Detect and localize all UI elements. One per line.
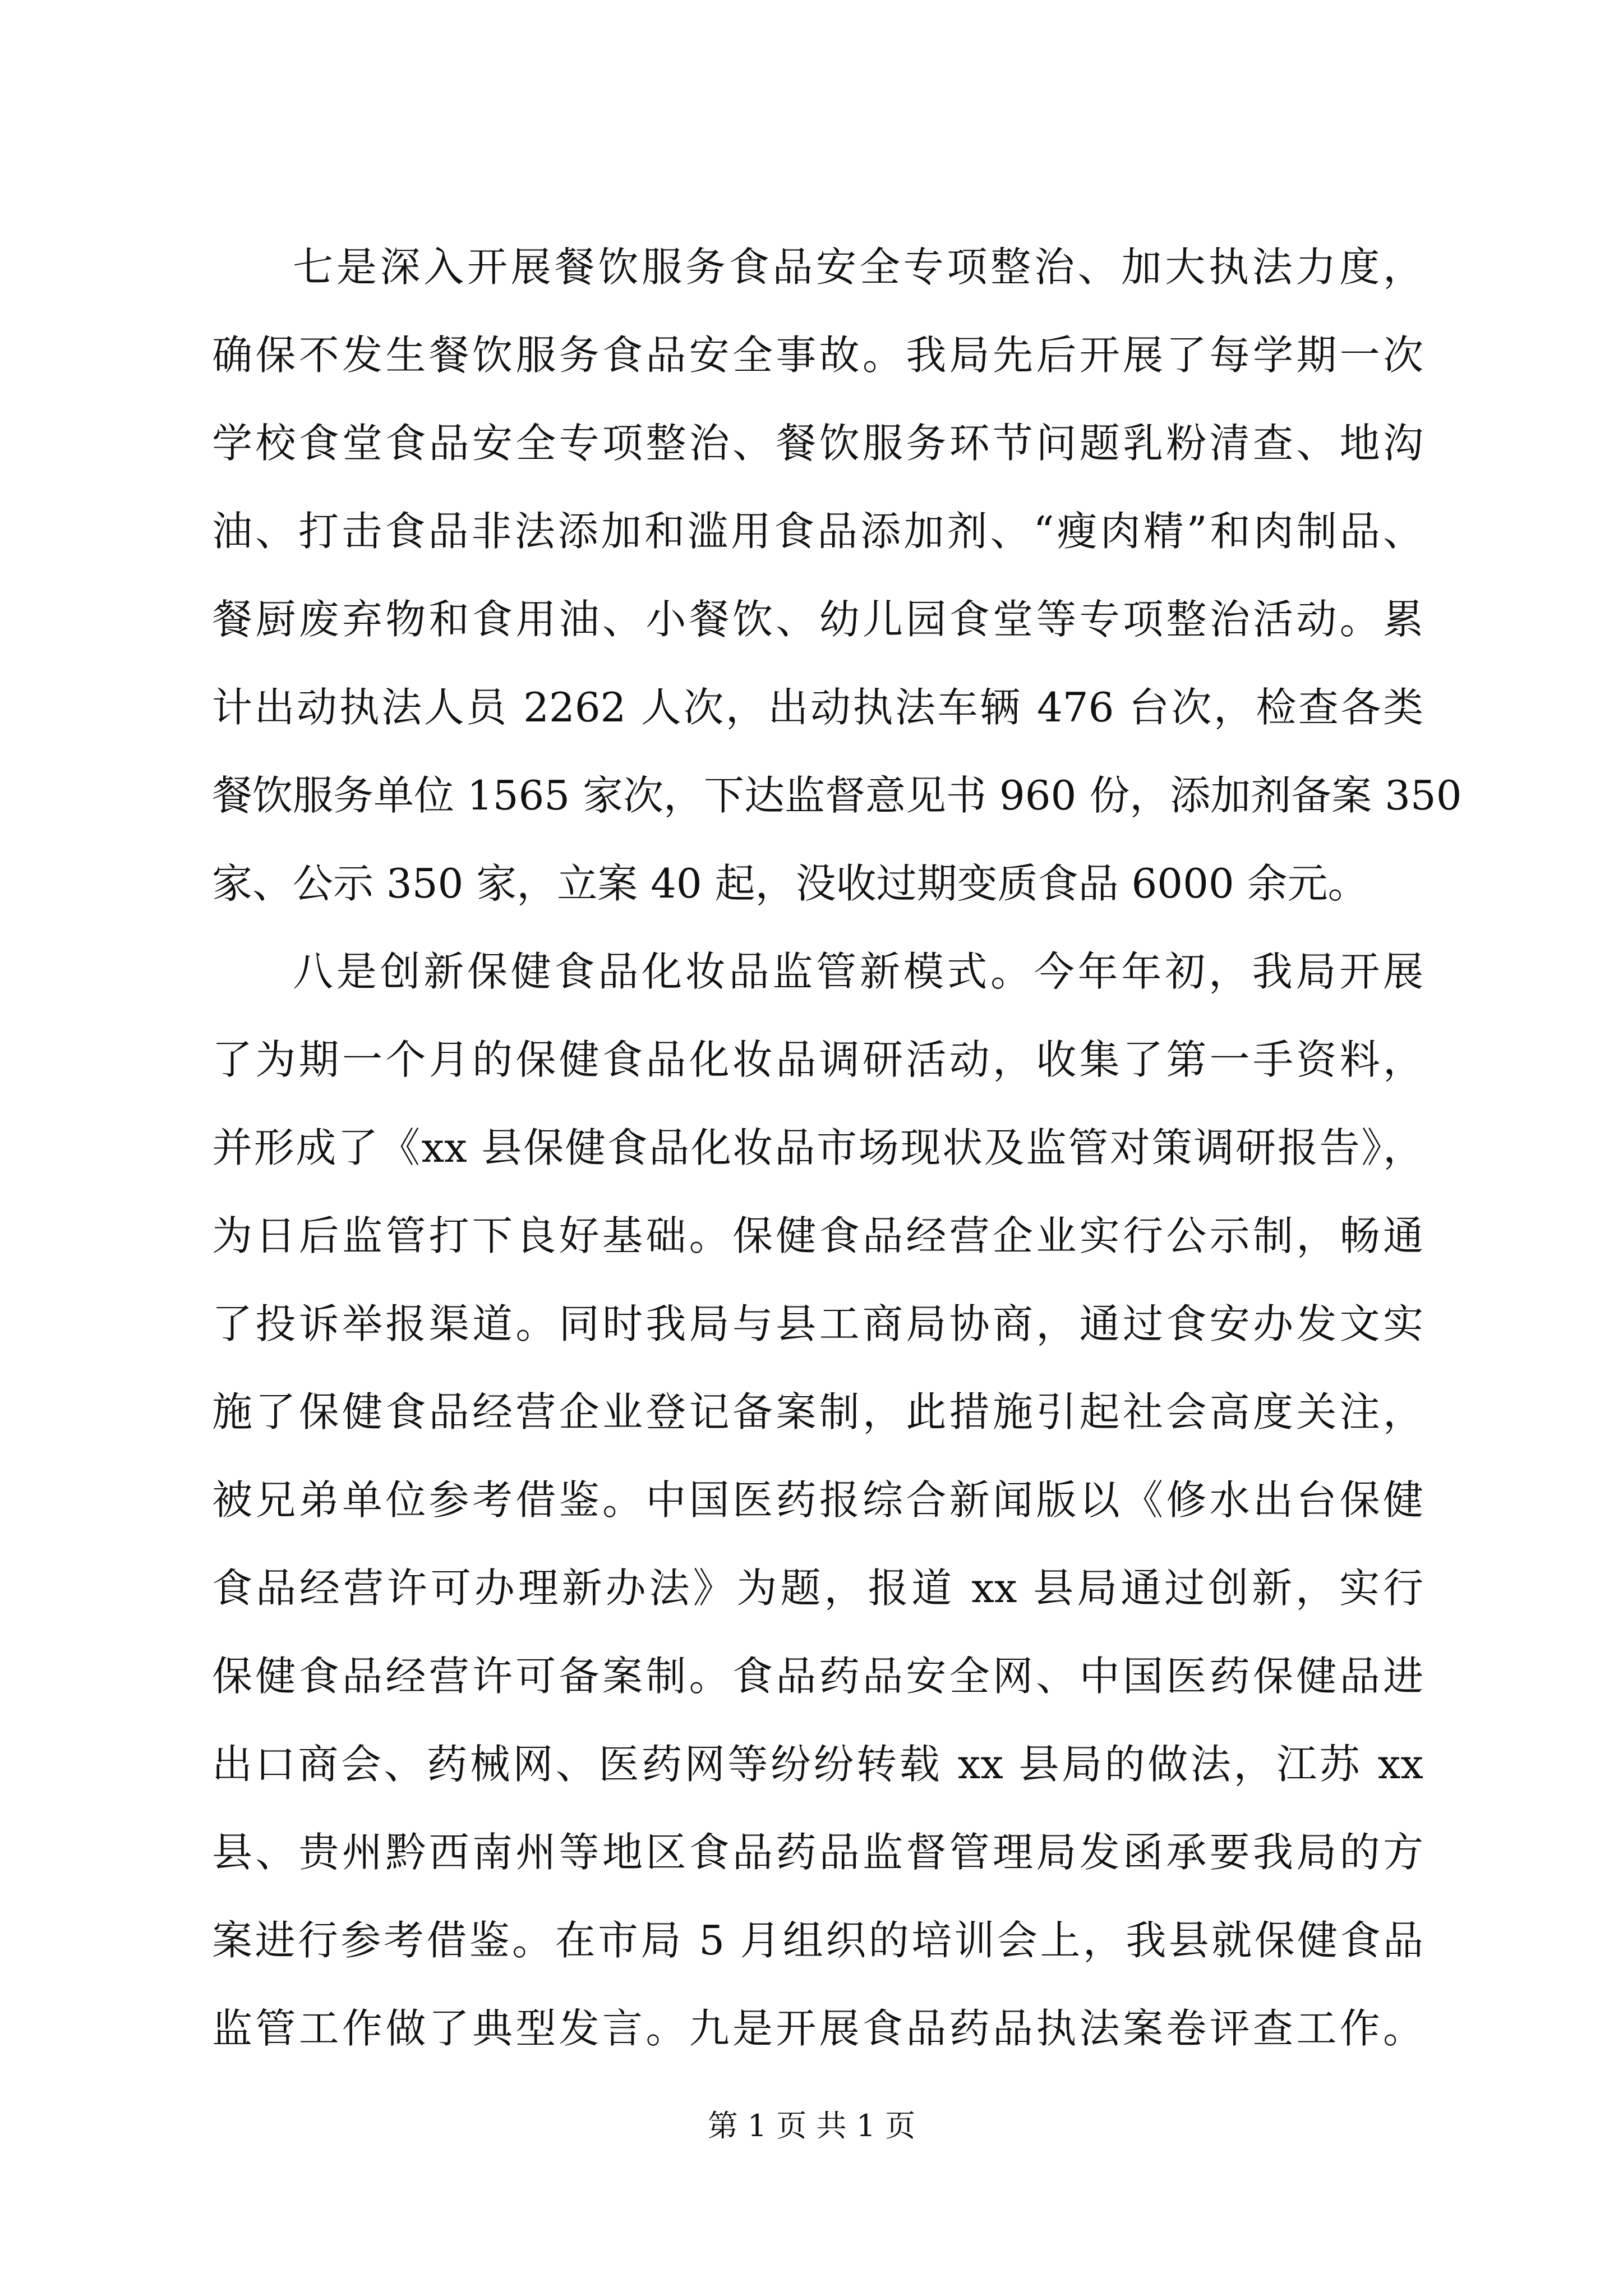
paragraph-1 (212, 223, 1462, 928)
text-line: 学校食堂食品安全专项整治、餐饮服务环节问题乳粉清查、地沟 (212, 420, 1423, 467)
text-line: 食品经营许可办理新办法》为题，报道 xx 县局通过创新，实行 (212, 1565, 1423, 1612)
text-line: 计出动执法人员 2262 人次，出动执法车辆 476 台次，检查各类 (212, 684, 1423, 731)
paragraph-2 (212, 928, 1423, 2073)
text-line: 家、公示 350 家，立案 40 起，没收过期变质食品 6000 余元。 (212, 860, 1368, 907)
page-footer: 第 1 页 共 1 页 (707, 2108, 916, 2143)
text-line: 案进行参考借鉴。在市局 5 月组织的培训会上，我县就保健食品 (212, 1917, 1423, 1964)
text-line: 确保不发生餐饮服务食品安全事故。我局先后开展了每学期一次 (212, 332, 1423, 379)
text-line: 施了保健食品经营企业登记备案制，此措施引起社会高度关注， (212, 1388, 1423, 1435)
text-line: 七是深入开展餐饮服务食品安全专项整治、加大执法力度， (293, 243, 1423, 291)
text-line: 为日后监管打下良好基础。保健食品经营企业实行公示制，畅通 (212, 1212, 1423, 1259)
text-line: 了投诉举报渠道。同时我局与县工商局协商，通过食安办发文实 (212, 1300, 1423, 1347)
text-line: 并形成了《xx 县保健食品化妆品市场现状及监管对策调研报告》， (212, 1124, 1423, 1171)
text-line: 监管工作做了典型发言。九是开展食品药品执法案卷评查工作。 (212, 2005, 1423, 2052)
text-line: 县、贵州黔西南州等地区食品药品监督管理局发函承要我局的方 (212, 1829, 1423, 1876)
body-text (212, 223, 1462, 2073)
text-line: 餐饮服务单位 1565 家次，下达监督意见书 960 份，添加剂备案 350 (212, 772, 1462, 819)
text-line: 油、打击食品非法添加和滥用食品添加剂、“瘦肉精”和肉制品、 (212, 508, 1423, 555)
text-line: 餐厨废弃物和食用油、小餐饮、幼儿园食堂等专项整治活动。累 (212, 596, 1423, 643)
text-line: 八是创新保健食品化妆品监管新模式。今年年初，我局开展 (293, 948, 1423, 995)
text-line: 了为期一个月的保健食品化妆品调研活动，收集了第一手资料， (212, 1036, 1423, 1083)
text-line: 被兄弟单位参考借鉴。中国医药报综合新闻版以《修水出台保健 (212, 1476, 1423, 1524)
text-line: 保健食品经营许可备案制。食品药品安全网、中国医药保健品进 (212, 1653, 1423, 1700)
text-line: 出口商会、药械网、医药网等纷纷转载 xx 县局的做法，江苏 xx (212, 1741, 1423, 1788)
